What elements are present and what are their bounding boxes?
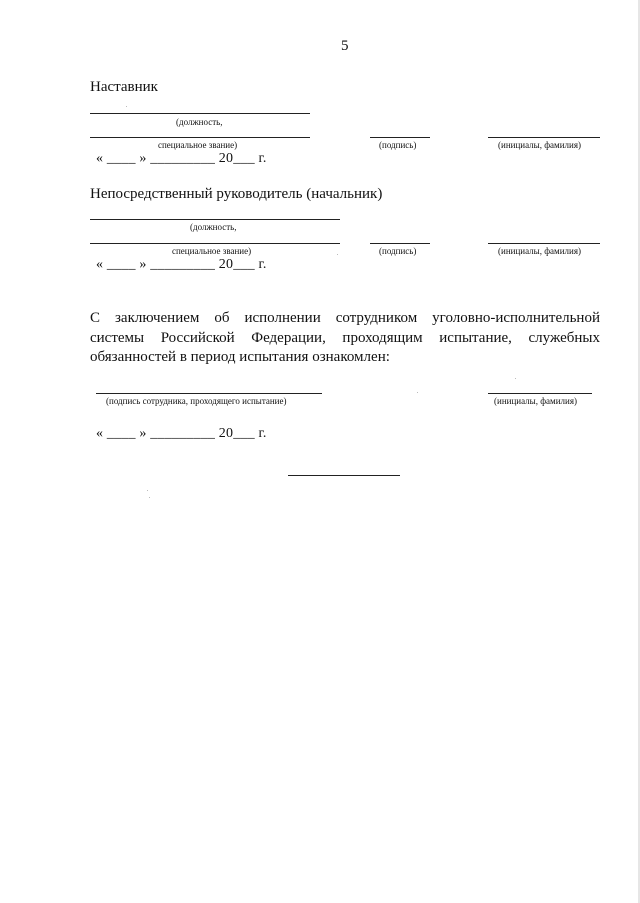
mentor-heading: Наставник <box>90 79 158 95</box>
scan-speck <box>417 392 418 393</box>
employee-name-line <box>488 393 592 394</box>
scan-speck <box>126 106 127 107</box>
page-number: 5 <box>341 38 349 54</box>
supervisor-name-line <box>488 243 600 244</box>
scan-speck <box>149 497 150 498</box>
supervisor-position-line <box>90 219 340 220</box>
supervisor-rank-line <box>90 243 340 244</box>
scan-speck <box>147 490 148 491</box>
scan-speck <box>515 378 516 379</box>
employee-signature-line <box>96 393 322 394</box>
closing-rule <box>288 475 400 476</box>
employee-signature-caption: (подпись сотрудника, проходящего испытание) <box>106 396 287 406</box>
mentor-rank-line <box>90 137 310 138</box>
mentor-signature-caption: (подпись) <box>379 140 417 150</box>
mentor-name-line <box>488 137 600 138</box>
mentor-signature-line <box>370 137 430 138</box>
supervisor-heading: Непосредственный руководитель (начальник) <box>90 186 383 202</box>
mentor-position-caption: (должность, <box>176 117 223 127</box>
supervisor-rank-caption: специальное звание) <box>172 246 252 256</box>
mentor-name-caption: (инициалы, фамилия) <box>498 140 581 150</box>
acknowledgement-text: С заключением об исполнении сотрудником уголовно-исполнительной системы Российской Федерации, проходящим испытание, служебных обязанностей в период испытания ознакомлен: <box>90 310 600 365</box>
mentor-rank-caption: специальное звание) <box>158 140 238 150</box>
mentor-date: « ____ » _________ 20___ г. <box>96 151 267 166</box>
acknowledgement-date: « ____ » _________ 20___ г. <box>96 426 267 441</box>
supervisor-date: « ____ » _________ 20___ г. <box>96 257 267 272</box>
supervisor-position-caption: (должность, <box>190 222 237 232</box>
supervisor-signature-line <box>370 243 430 244</box>
supervisor-signature-caption: (подпись) <box>379 246 417 256</box>
employee-name-caption: (инициалы, фамилия) <box>494 396 577 406</box>
scan-speck <box>337 254 338 255</box>
supervisor-name-caption: (инициалы, фамилия) <box>498 246 581 256</box>
mentor-position-line <box>90 113 310 114</box>
